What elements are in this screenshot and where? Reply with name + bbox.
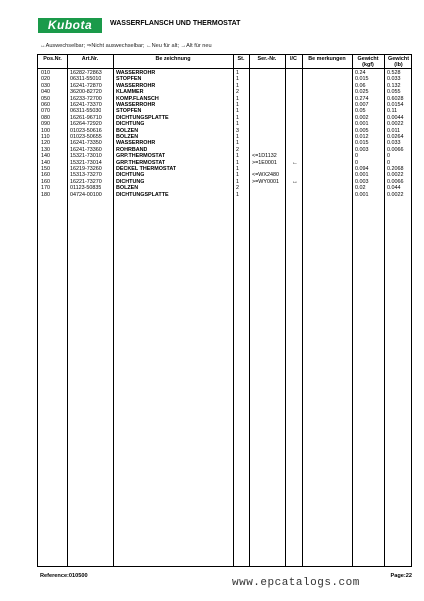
cell-st: 1 [236,191,239,198]
cell-st: 1 [236,76,239,83]
cell-pos: 110 [41,134,50,140]
cell-art: 16221-73270 [70,178,102,185]
cell-st: 1 [236,82,239,89]
cell-kg: 0.015 [355,140,369,147]
cell-st: 1 [236,95,239,102]
cell-pos: 160 [41,178,50,185]
cell-art: 16241-72870 [70,82,102,89]
cell-lb: 0.0154 [387,102,404,108]
header-ser: Ser.-Nr. [257,56,277,62]
cell-bez: WASSERROHR [116,70,156,76]
cell-pos: 140 [41,159,50,166]
cell-art: 01023-50616 [70,127,102,134]
cell-kg: 0.094 [355,166,369,172]
cell-kg: 0.05 [355,108,366,115]
cell-lb: 0 [387,159,390,166]
cell-art: 16264-72920 [70,121,102,128]
header-weight-kg-line2: (kgf) [362,62,374,68]
page-title: WASSERFLANSCH UND THERMOSTAT [110,20,241,27]
cell-pos: 060 [41,102,50,108]
cell-pos: 090 [41,121,50,128]
cell-art: 16233-72700 [70,95,102,102]
cell-lb: 0.0066 [387,146,404,153]
cell-bez: DICHTUNG [116,121,145,128]
cell-bez: WASSERROHR [116,102,156,108]
cell-kg: 0.06 [355,82,366,89]
cell-pos: 050 [41,95,50,102]
cell-kg: 0.007 [355,102,369,108]
cell-pos: 030 [41,82,50,89]
cell-lb: 0.0022 [387,191,404,198]
cell-bez: DICHTUNG [116,172,145,179]
cell-lb: 0.0022 [387,121,404,128]
header-weight-lb [384,56,413,68]
cell-art: 16219-73260 [70,166,102,172]
cell-pos: 100 [41,127,50,134]
cell-bez: DICHTUNGSPLATTE [116,114,169,121]
cell-lb: 0.033 [387,76,401,83]
cell-ser: >=1E0001 [252,159,277,166]
header-bemerkungen: Be merkungen [308,56,346,62]
cell-st: 2 [236,146,239,153]
cell-bez: DICHTUNGSPLATTE [116,191,169,198]
header-ic: I/C [290,56,297,62]
cell-kg: 0 [355,153,358,160]
cell-art: 36200-82720 [70,89,102,96]
cell-st: 1 [236,70,239,76]
cell-ic: ↔ [292,178,298,185]
table-row [38,192,413,199]
cell-st: 1 [236,172,239,179]
cell-lb: 0.6028 [387,95,404,102]
cell-art: 16241-73370 [70,102,102,108]
cell-bez: GRP.THERMOSTAT [116,159,166,166]
header-weight-lb-line2: (lb) [394,62,403,68]
cell-st: 1 [236,114,239,121]
page-number: Page:22 [390,573,412,579]
cell-lb: 0.528 [387,70,401,76]
header-st: St. [237,56,245,62]
cell-lb: 0.0022 [387,172,404,179]
cell-st: 1 [236,108,239,115]
cell-pos: 130 [41,146,50,153]
cell-st: 2 [236,185,239,192]
cell-bez: DECKEL THERMOSTAT [116,166,177,172]
cell-art: 16241-73360 [70,146,102,153]
cell-bez: WASSERROHR [116,140,156,147]
cell-lb: 0.0264 [387,134,404,140]
cell-lb: 0.2068 [387,166,404,172]
cell-art: 15313-73270 [70,172,102,179]
header-pos: Pos.Nr. [43,56,62,62]
cell-lb: 0 [387,153,390,160]
cell-art: 16241-73350 [70,140,102,147]
cell-art: 15321-73010 [70,153,102,160]
kubota-logo: Kubota [38,18,102,33]
cell-bez: ROHRBAND [116,146,148,153]
cell-kg: 0.002 [355,114,369,121]
header-divider [38,68,411,69]
cell-kg: 0.025 [355,89,369,96]
cell-bez: BOLZEN [116,134,139,140]
cell-ser: <=WX2480 [252,172,279,179]
cell-ic: ← [292,159,298,166]
cell-lb: 0.033 [387,140,401,147]
cell-kg: 0.02 [355,185,366,192]
cell-kg: 0.003 [355,178,369,185]
cell-bez: STOPFEN [116,108,142,115]
cell-pos: 080 [41,114,50,121]
cell-bez: DICHTUNG [116,178,145,185]
cell-pos: 120 [41,140,50,147]
interchange-legend: ↔Auswechselbar; ⇒Nicht auswechselbar; ←Neu für alt; →Alt für neu [40,43,212,49]
parts-table [37,54,412,567]
cell-bez: GRP.THERMOSTAT [116,153,166,160]
cell-bez: BOLZEN [116,127,139,134]
cell-kg: 0.003 [355,146,369,153]
header-weight-kg-line1: Gewicht [357,56,379,62]
cell-st: 1 [236,140,239,147]
cell-art: 01123-50835 [70,185,102,192]
cell-kg: 0.012 [355,134,369,140]
header-bezeichnung: Be zeichnung [155,56,191,62]
cell-bez: KLAMMER [116,89,144,96]
cell-lb: 0.0066 [387,178,404,185]
cell-ser: >=WY0001 [252,178,279,185]
cell-pos: 150 [41,166,50,172]
cell-st: 3 [236,127,239,134]
cell-art: 01023-50655 [70,134,102,140]
cell-lb: 0.044 [387,185,401,192]
cell-kg: 0.015 [355,76,369,83]
cell-art: 06311-55010 [70,76,102,83]
cell-lb: 0.055 [387,89,401,96]
cell-art: 15321-73014 [70,159,102,166]
cell-lb: 0.11 [387,108,398,115]
cell-bez: STOPFEN [116,76,142,83]
cell-bez: KOMP.FLANSCH [116,95,159,102]
cell-kg: 0.001 [355,172,369,179]
watermark-text: www.epcatalogs.com [232,577,360,589]
cell-kg: 0.274 [355,95,369,102]
header-weight-kg [352,56,384,68]
cell-lb: 0.011 [387,127,401,134]
cell-kg: 0.005 [355,127,369,134]
cell-pos: 140 [41,153,50,160]
cell-kg: 0 [355,159,358,166]
cell-art: 16282-72863 [70,70,102,76]
cell-pos: 180 [41,191,50,198]
cell-pos: 040 [41,89,50,96]
cell-pos: 160 [41,172,50,179]
cell-pos: 170 [41,185,50,192]
cell-bez: BOLZEN [116,185,139,192]
cell-lb: 0.132 [387,82,401,89]
cell-pos: 010 [41,70,50,76]
cell-pos: 070 [41,108,50,115]
reference-label: Reference:010500 [40,573,88,579]
cell-st: 1 [236,153,239,160]
cell-st: 1 [236,134,239,140]
cell-st: 1 [236,121,239,128]
cell-st: 1 [236,166,239,172]
cell-st: 1 [236,178,239,185]
cell-bez: WASSERROHR [116,82,156,89]
cell-kg: 0.24 [355,70,366,76]
cell-kg: 0.001 [355,121,369,128]
cell-lb: 0.0044 [387,114,404,121]
cell-st: 1 [236,159,239,166]
cell-kg: 0.001 [355,191,369,198]
cell-ser: <=1D1132 [252,153,277,160]
cell-art: 06311-55030 [70,108,102,115]
cell-st: 2 [236,89,239,96]
cell-art: 04724-00100 [70,191,102,198]
cell-st: 1 [236,102,239,108]
header-weight-lb-line1: Gewicht [388,56,409,62]
cell-pos: 020 [41,76,50,83]
cell-art: 16261-96710 [70,114,102,121]
header-art: Art.Nr. [81,56,99,62]
